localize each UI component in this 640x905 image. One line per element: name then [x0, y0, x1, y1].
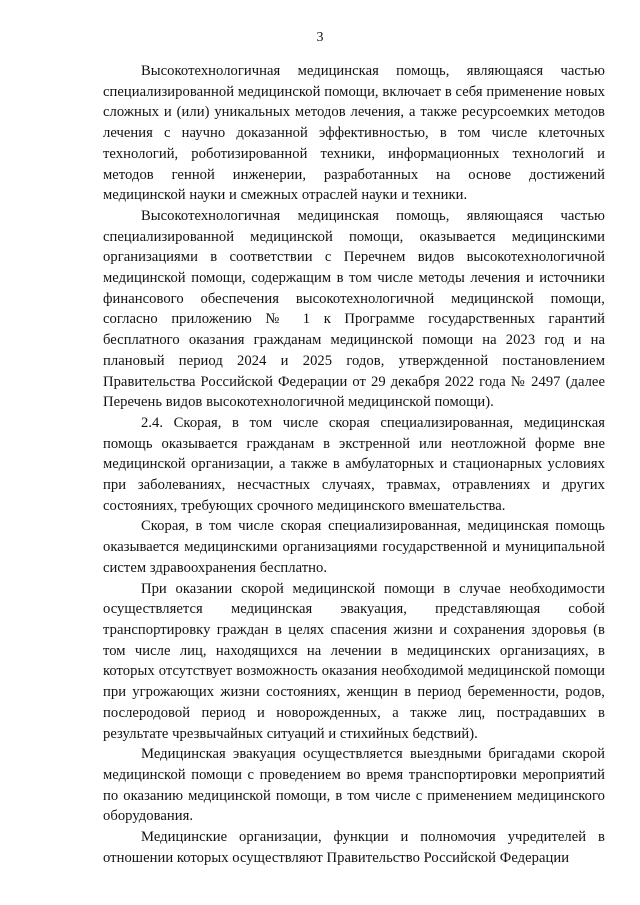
document-body	[103, 61, 605, 868]
paragraph-hightech-provision: Высокотехнологичная медицинская помощь, являющаяся частью специализированной медицинской помощи, оказывается медицинскими организациями в соответствии с Перечнем видов высокотехнологичной медицинской помощи, содержащим в том числе методы лечения и источники финансового обеспечения высокотехнологичной медицинской помощи, согласно приложению № 1 к Программе государственных гарантий бесплатного оказания гражданам медицинской помощи на 2023 год и на плановый период 2024 и 2025 годов, утвержденной постановлением Правительства Российской Федерации от 29 декабря 2022 года № 2497 (далее Перечень видов высокотехнологичной медицинской помощи).	[103, 207, 605, 411]
paragraph-emergency-care: 2.4. Скорая, в том числе скорая специализированная, медицинская помощь оказывается гражданам в экстренной или неотложной форме вне медицинской организации, а также в амбулаторных и стационарных условиях при заболеваниях, несчастных случаях, травмах, отравлениях и других состояниях, требующих срочного медицинского вмешательства.	[103, 414, 605, 514]
paragraph-medical-organizations: Медицинские организации, функции и полномочия учредителей в отношении которых осуществляют Правительство Российской Федерации	[103, 829, 605, 866]
paragraph-medical-evacuation: При оказании скорой медицинской помощи в случае необходимости осуществляется медицинская эвакуация, представляющая собой транспортировку граждан в целях спасения жизни и сохранения здоровья (в том числе лиц, находящихся на лечении в медицинских организациях, в которых отсутствует возможность оказания необходимой медицинской помощи при угрожающих жизни состояниях, женщин в период беременности, родов, послеродовой период и новорожденных, а также лиц, пострадавших в результате чрезвычайных ситуаций и стихийных бедствий).	[103, 580, 605, 742]
paragraph-emergency-free: Скорая, в том числе скорая специализированная, медицинская помощь оказывается медицинскими организациями государственной и муниципальной систем здравоохранения бесплатно.	[103, 518, 605, 576]
page-number: 3	[316, 30, 324, 45]
paragraph-evacuation-teams: Медицинская эвакуация осуществляется выездными бригадами скорой медицинской помощи с проведением во время транспортировки мероприятий по оказанию медицинской помощи, в том числе с применением медицинского оборудования.	[103, 746, 605, 825]
paragraph-hightech-definition: Высокотехнологичная медицинская помощь, являющаяся частью специализированной медицинской помощи, включает в себя применение новых сложных и (или) уникальных методов лечения, а также ресурсоемких методов лечения с научно доказанной эффективностью, в том числе клеточных технологий, роботизированной техники, информационных технологий и методов генной инженерии, разработанных на основе достижений медицинской науки и смежных отраслей науки и техники.	[103, 63, 605, 204]
